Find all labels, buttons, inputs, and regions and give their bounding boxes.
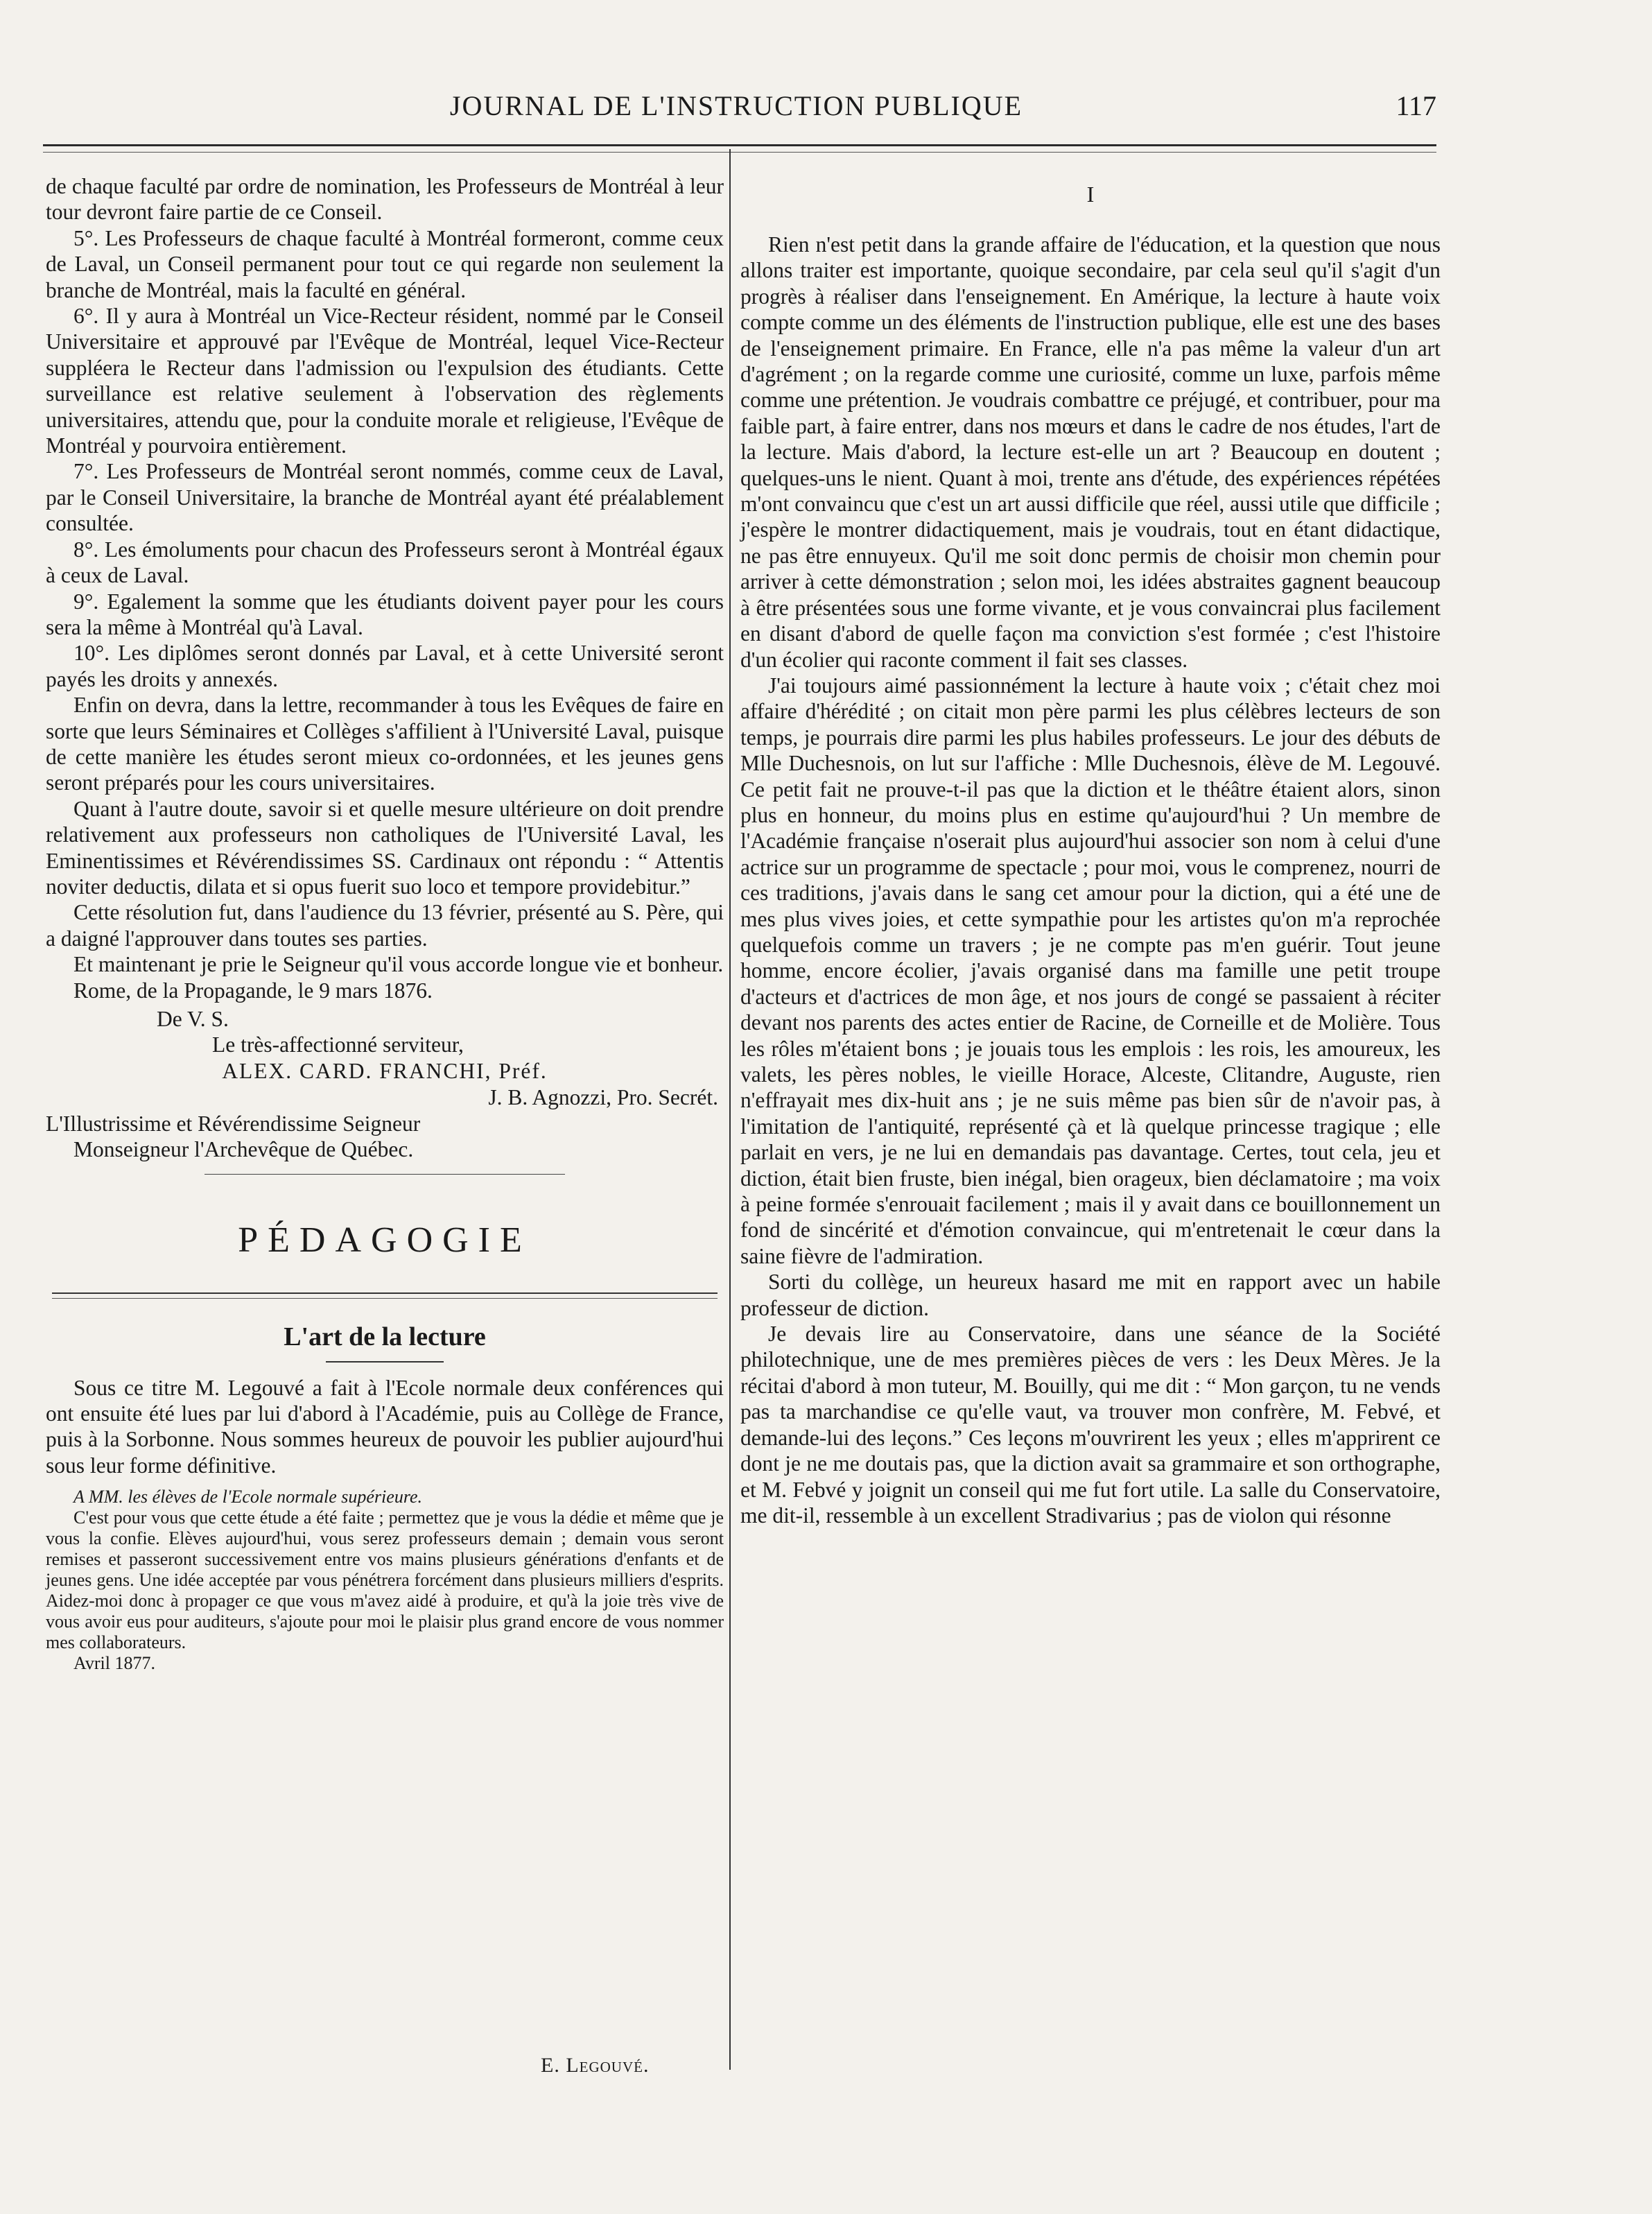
dedication-date: Avril 1877.: [73, 1653, 155, 1674]
paragraph: 9°. Egalement la somme que les étudiants doivent payer pour les cours sera la même à Montréal qu'à Laval.: [46, 589, 724, 639]
addressee-line: Monseigneur l'Archevêque de Québec.: [73, 1137, 414, 1162]
journal-title: JOURNAL DE L'INSTRUCTION PUBLIQUE: [449, 90, 1023, 121]
closing: Le très-affectionné serviteur,: [212, 1032, 464, 1057]
paragraph: Sorti du collège, un heureux hasard me mit en rapport avec un habile professeur de diction.: [740, 1270, 1441, 1320]
paragraph: 10°. Les diplômes seront donnés par Laval, et à cette Université seront payés les droits y annexés.: [46, 641, 724, 691]
letter-date: Rome, de la Propagande, le 9 mars 1876.: [73, 978, 433, 1003]
paragraph: 5°. Les Professeurs de chaque faculté à Montréal formeront, comme ceux de Laval, un Conseil permanent pour tout ce qui regarde non seulement la branche de Montréal, mais la faculté en général.: [46, 225, 724, 302]
addressee-line: L'Illustrissime et Révérendissime Seigneur: [46, 1111, 421, 1136]
title-rule: [326, 1361, 444, 1363]
paragraph: 8°. Les émoluments pour chacun des Professeurs seront à Montréal égaux à ceux de Laval.: [46, 537, 724, 588]
letter-signature: [46, 1006, 724, 1163]
dedication-text: C'est pour vous que cette étude a été faite ; permettez que je vous la dédie et même que je vous la confie. Elèves aujourd'hui, vous serez professeurs demain ; demain vous seront remises et passeront successivement entre vos mains plusieurs générations d'enfants et de jeunes gens. Une idée acceptée par vous pénétrera forcément dans plusieurs milliers d'esprits. Aidez-moi donc à propager ce que vous m'avez aidé à produire, et qu'à la joie très vive de vous avoir eus pour auditeurs, s'ajoute pour moi le plaisir plus grand encore de vous nommer mes collaborateurs.: [46, 1507, 724, 1653]
chapter-number: I: [1086, 182, 1095, 207]
column-divider: [729, 149, 731, 2070]
header-rule: [43, 144, 1436, 153]
paragraph: 7°. Les Professeurs de Montréal seront nommés, comme ceux de Laval, par le Conseil Universitaire, la branche de Montréal ayant été préalablement consultée.: [46, 459, 724, 536]
salutation: De V. S.: [157, 1007, 229, 1031]
article-signature: E. Legouvé.: [541, 2054, 650, 2077]
section-heading: PÉDAGOGIE: [238, 1220, 532, 1260]
dedication-title: A MM. les élèves de l'Ecole normale supérieure.: [73, 1487, 423, 1507]
paragraph: J'ai toujours aimé passionnément la lecture à haute voix ; c'était chez moi affaire d'hérédité ; on citait mon père parmi les plus célèbres lecteurs de son temps, je pourrais dire parmi les plus habiles professeurs. Le jour des débuts de Mlle Duchesnois, on lut sur l'affiche : Mlle Duchesnois, élève de M. Legouvé. Ce petit fait ne prouve-t-il pas que la diction et le théâtre étaient alors, sinon plus en honneur, du moins plus en estime qu'aujourd'hui ? Un membre de l'Académie française n'oserait plus aujourd'hui associer son nom à celui d'une actrice sur un programme de spectacle ; pour moi, vous le comprenez, nourri de ces traditions, j'avais dans le sang cet amour pour la diction, qui a été une de mes plus vives joies, et cette sympathie pour les artistes qu'on m'a reprochée quelquefois comme un travers ; je ne compte pas m'en guérir. Tout jeune homme, encore écolier, j'avais organisé dans ma famille une petit troupe d'acteurs et d'actrices de mon âge, et nos jours de congé se passaient à réciter devant nos parents des actes entier de Racine, de Corneille et de Molière. Tous les rôles m'étaient bons ; je jouais tous les emplois : les rois, les amoureux, les valets, les pères nobles, le vieille Horace, Alceste, Clitandre, Auguste, rien n'effrayait mes dix-huit ans ; je ne suis même pas bien sûr de n'avoir pas, à l'imitation de l'antiquité, représenté çà et là quelque princesse tragique ; elle parlait en vers, je ne lui en demandais pas davantage. Certes, tout cela, jeu et diction, était bien fruste, bien inégal, bien orageux, bien déclamatoire ; ma voix à peine formée s'enrouait facilement ; mais il y avait dans ce bouillonnement un fond de sincérité et d'émotion convaincue, qui m'entretenait le cœur dans la saine fièvre de l'admiration.: [740, 673, 1441, 1268]
paragraph: Rien n'est petit dans la grande affaire de l'éducation, et la question que nous allons traiter est importante, quoique secondaire, par cela seul qu'il s'agit d'un progrès à réaliser dans l'enseignement. En Amérique, la lecture à haute voix compte comme un des éléments de l'instruction publique, elle est une des bases de l'enseignement primaire. En France, elle n'a pas même la valeur d'un art d'agrément ; on la regarde comme une curiosité, comme un luxe, parfois même comme une prétention. Je voudrais combattre ce préjugé, et contribuer, pour ma faible part, à faire entrer, dans nos mœurs et dans le cadre de nos études, l'art de la lecture. Mais d'abord, la lecture est-elle un art ? Beaucoup en doutent ; quelques-uns le nient. Quant à moi, trente ans d'étude, des expériences répétées m'ont convaincu que c'est un art aussi difficile que réel, aussi utile que difficile ; j'espère le montrer didactiquement, mais je voudrais, tout en étant didactique, ne pas être ennuyeux. Qu'il me soit donc permis de choisir mon chemin pour arriver à cette démonstration ; selon moi, les idées abstraites gagnent beaucoup à être présentées sous une forme vivante, et je vous convaincrai plus facilement en disant d'abord de quelle façon ma conviction s'est formée ; c'est l'histoire d'un écolier qui raconte comment il fait ses classes.: [740, 232, 1441, 672]
section-rule: [205, 1174, 565, 1175]
signatory-prefect: ALEX. CARD. FRANCHI, Préf.: [222, 1058, 548, 1083]
article-title: L'art de la lecture: [284, 1322, 486, 1351]
signatory-secretary: J. B. Agnozzi, Pro. Secrét.: [488, 1084, 718, 1109]
paragraph: Et maintenant je prie le Seigneur qu'il vous accorde longue vie et bonheur.: [73, 952, 724, 977]
left-column: [46, 173, 724, 1674]
page-header: [43, 82, 1436, 130]
paragraph: Cette résolution fut, dans l'audience du 13 février, présenté au S. Père, qui a daigné l'approuver dans toutes ses parties.: [46, 900, 724, 951]
paragraph: Enfin on devra, dans la lettre, recommander à tous les Evêques de faire en sorte que leurs Séminaires et Collèges s'affilient à l'Université Laval, puisque de cette manière les études seront mieux co-ordonnées, et les jeunes gens seront préparés pour les cours universitaires.: [46, 693, 724, 795]
paragraph: Quant à l'autre doute, savoir si et quelle mesure ultérieure on doit prendre relativement aux professeurs non catholiques de l'Université Laval, les Eminentissimes et Révérendissimes SS. Cardinaux ont répondu : “ Attentis noviter deductis, dilata et si opus fuerit suo loco et tempore providebitur.”: [46, 796, 724, 899]
paragraph: Je devais lire au Conservatoire, dans une séance de la Société philotechnique, une de mes premières pièces de vers : les Deux Mères. Je la récitai d'abord à mon tuteur, M. Bouilly, qui me dit : “ Mon garçon, tu ne vends pas ta marchandise ce qu'elle vaut, va trouver mon confrère, M. Febvé, et demande-lui des leçons.” Ces leçons m'ouvrirent les yeux ; elles m'apprirent ce dont je ne me doutais pas, que la diction avait sa grammaire et son orthographe, et M. Febvé y joignit un conseil qui me fut fort utile. La salle du Conservatoire, me dit-il, ressemble à un excellent Stradivarius ; pas de violon qui résonne: [740, 1322, 1441, 1528]
section-rule: [52, 1292, 718, 1299]
paragraph: de chaque faculté par ordre de nomination, les Professeurs de Montréal à leur tour devront faire partie de ce Conseil.: [46, 174, 724, 225]
page-number: 117: [1395, 90, 1436, 121]
article-intro: Sous ce titre M. Legouvé a fait à l'Ecole normale deux conférences qui ont ensuite été lues par lui d'abord à l'Académie, puis au Collège de France, puis à la Sorbonne. Nous sommes heureux de pouvoir les publier aujourd'hui sous leur forme définitive.: [46, 1375, 724, 1478]
paragraph: 6°. Il y aura à Montréal un Vice-Recteur résident, nommé par le Conseil Universitaire et approuvé par l'Evêque de Montréal, lequel Vice-Recteur suppléera le Recteur dans l'admission ou l'expulsion des étudiants. Cette surveillance est relative seulement à l'observation des règlements universitaires, attendu que, pour la conduite morale et religieuse, l'Evêque de Montréal y pourvoira entièrement.: [46, 304, 724, 458]
right-column: [740, 173, 1441, 1528]
